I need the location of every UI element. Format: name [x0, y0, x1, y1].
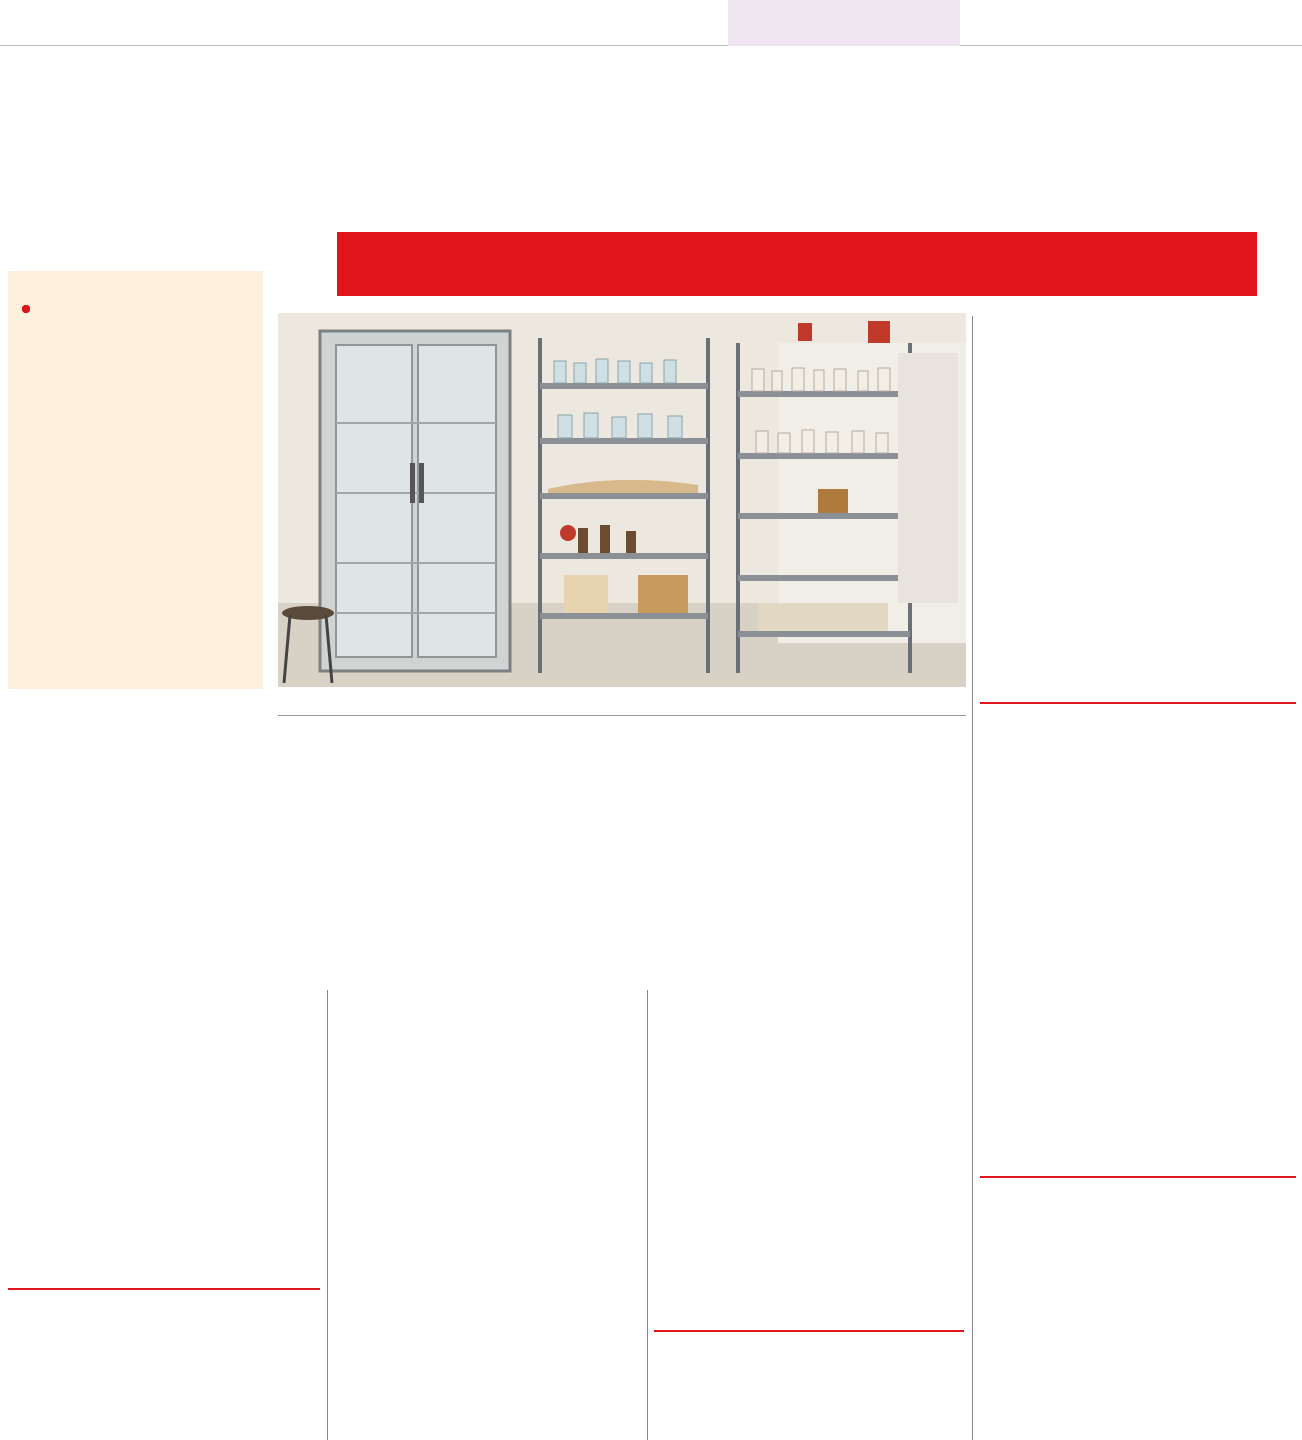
highlights-box: [8, 271, 263, 689]
strip-column-5: [990, 0, 1296, 46]
right-column-body-2: [980, 710, 1296, 1140]
lab-photo: [278, 313, 966, 687]
right-column-subhead-2: [980, 1150, 1296, 1178]
column-divider: [327, 990, 328, 1440]
right-column-body: [980, 316, 1296, 668]
right-column-body-3: [980, 1186, 1296, 1434]
pull-quote: [332, 738, 950, 980]
top-story-strip: [0, 0, 1302, 46]
middle-column-2-body: [654, 1002, 964, 1294]
photo-caption: [278, 690, 966, 716]
strip-column-4: [728, 0, 960, 46]
column-divider: [647, 990, 648, 1440]
strip-column-3: [470, 0, 710, 46]
column-divider: [972, 316, 973, 1440]
page-headline: [0, 50, 1302, 228]
lab-shelves-illustration: [278, 313, 966, 687]
strip-column-2: [232, 0, 454, 46]
middle-column-2-body-2: [654, 1342, 964, 1434]
middle-column-2-subhead: [654, 1304, 964, 1332]
strip-column-1: [8, 0, 218, 46]
right-column-subhead-1: [980, 676, 1296, 704]
left-column-subhead: [8, 1262, 320, 1290]
left-column-body: [8, 718, 320, 1214]
middle-column-1-body: [334, 1002, 640, 1434]
sub-headline-banner: [337, 232, 1257, 296]
left-column-body-2: [8, 1298, 320, 1434]
